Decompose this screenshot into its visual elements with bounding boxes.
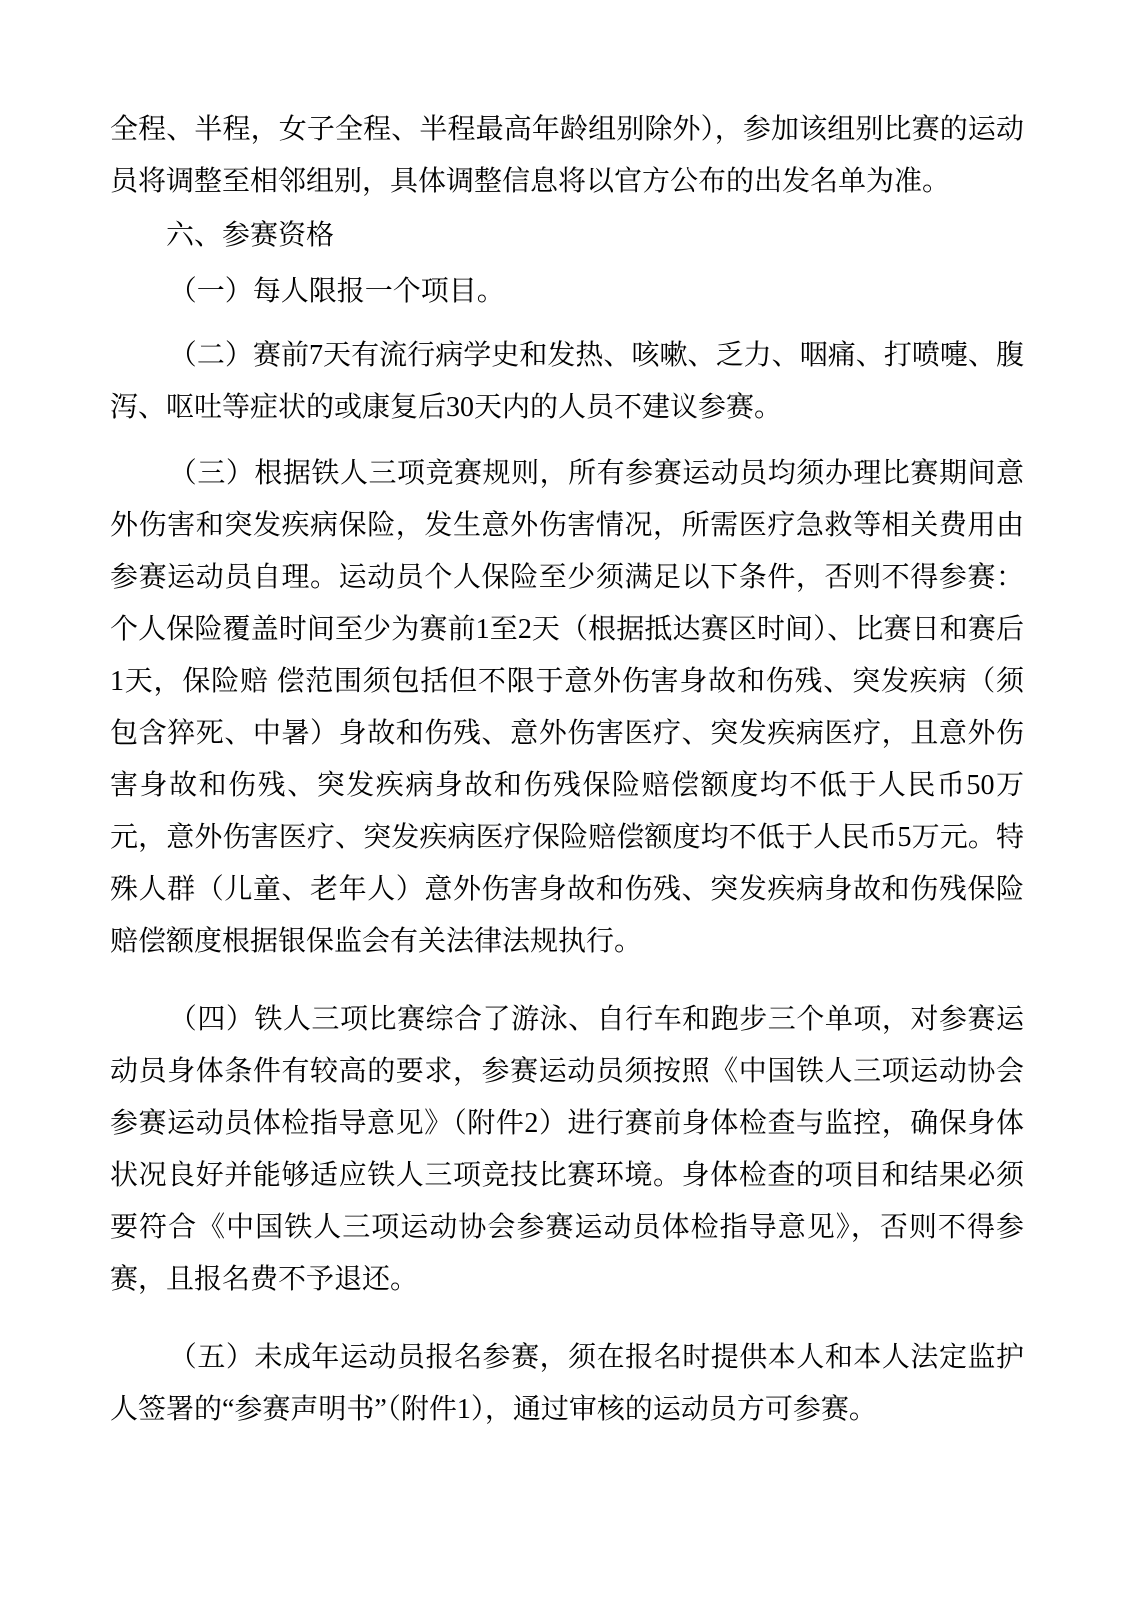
list-item-4: （四）铁人三项比赛综合了游泳、自行车和跑步三个单项，对参赛运动员身体条件有较高的要求，参赛运动员须按照《中国铁人三项运动协会参赛运动员体检指导意见》（附件2）进行赛前身体检查与监控，确保身体状况良好并能够适应铁人三项竞技比赛环境。身体检查的项目和结果必须要符合《中国铁人三项运动协会参赛运动员体检指导意见》，否则不得参赛，且报名费不予退还。 [110,1004,1024,1295]
list-item-3: （三）根据铁人三项竞赛规则，所有参赛运动员均须办理比赛期间意外伤害和突发疾病保险，发生意外伤害情况，所需医疗急救等相关费用由参赛运动员自理。运动员个人保险至少须满足以下条件，否则不得参赛：个人保险覆盖时间至少为赛前1至2天（根据抵达赛区时间）、比赛日和赛后1天，保险赔 偿范围须包括但不限于意外伤害身故和伤残、突发疾病（须包含猝死、中暑）身故和伤残、意外伤害医疗、突发疾病医疗，且意外伤害身故和伤残、突发疾病身故和伤残保险赔偿额度均不低于人民币50万元，意外伤害医疗、突发疾病医疗保险赔偿额度均不低于人民币5万元。特殊人群（儿童、老年人）意外伤害身故和伤残、突发疾病身故和伤残保险赔偿额度根据银保监会有关法律法规执行。 [110,458,1024,957]
list-item-5: （五）未成年运动员报名参赛，须在报名时提供本人和本人法定监护人签署的“参赛声明书”（附件1），通过审核的运动员方可参赛。 [110,1342,1024,1425]
paragraph-continuation: 全程、半程，女子全程、半程最高年龄组别除外），参加该组别比赛的运动员将调整至相邻组别，具体调整信息将以官方公布的出发名单为准。 [110,114,1024,197]
list-item-2: （二）赛前7天有流行病学史和发热、咳嗽、乏力、咽痛、打喷嚏、腹泻、呕吐等症状的或康复后30天内的人员不建议参赛。 [110,340,1024,423]
list-item-1: （一）每人限报一个项目。 [168,276,505,307]
document-body [110,104,1024,1436]
section-heading: 六、参赛资格 [166,220,335,251]
